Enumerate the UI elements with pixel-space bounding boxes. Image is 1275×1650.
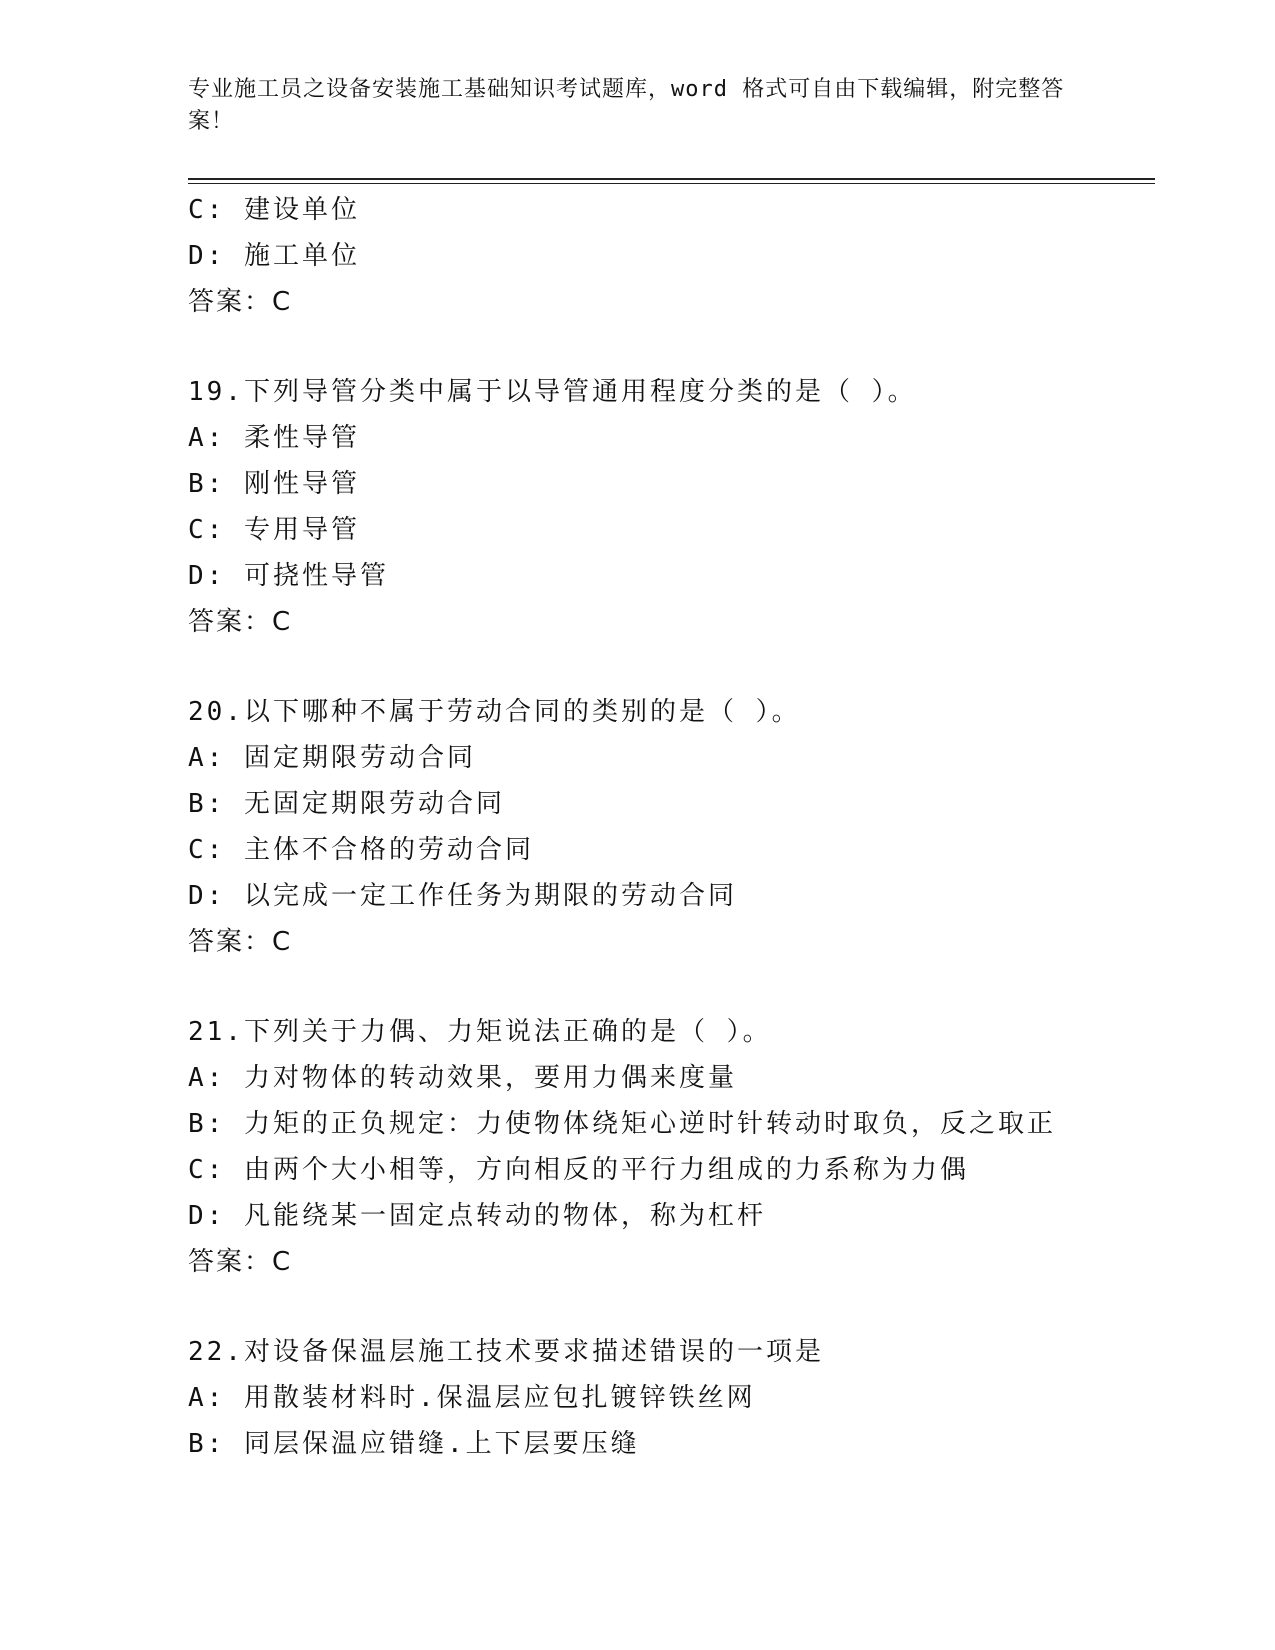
option-c: C: 专用导管 [188, 515, 360, 545]
option-d: D: 施工单位 [188, 241, 360, 271]
option-c: C: 主体不合格的劳动合同 [188, 835, 534, 865]
answer-line: 答案：C [188, 607, 293, 637]
option-a: A: 固定期限劳动合同 [188, 743, 476, 773]
answer-line: 答案：C [188, 1247, 293, 1277]
question-block-22 [188, 1329, 1148, 1467]
option-b: B: 刚性导管 [188, 469, 360, 499]
question-block-18-continued [188, 187, 1148, 325]
question-block-21 [188, 1009, 1148, 1285]
question-text: 22.对设备保温层施工技术要求描述错误的一项是 [188, 1337, 824, 1367]
question-text: 19.下列导管分类中属于以导管通用程度分类的是（ ）。 [188, 377, 917, 407]
option-c: C: 由两个大小相等，方向相反的平行力组成的力系称为力偶 [188, 1155, 969, 1185]
option-b: B: 无固定期限劳动合同 [188, 789, 505, 819]
option-a: A: 力对物体的转动效果，要用力偶来度量 [188, 1063, 737, 1093]
option-b: B: 力矩的正负规定：力使物体绕矩心逆时针转动时取负，反之取正 [188, 1109, 1056, 1139]
question-block-20 [188, 689, 1148, 965]
question-text: 20.以下哪种不属于劳动合同的类别的是（ ）。 [188, 697, 801, 727]
header-divider-thin [188, 183, 1155, 184]
option-d: D: 可挠性导管 [188, 561, 389, 591]
document-header: 专业施工员之设备安装施工基础知识考试题库，word 格式可自由下载编辑，附完整答案！ [188, 77, 1065, 134]
document-body [188, 187, 1148, 1467]
option-a: A: 柔性导管 [188, 423, 360, 453]
question-block-19 [188, 369, 1148, 645]
answer-line: 答案：C [188, 287, 293, 317]
answer-line: 答案：C [188, 927, 293, 957]
question-text: 21.下列关于力偶、力矩说法正确的是（ ）。 [188, 1017, 772, 1047]
option-d: D: 以完成一定工作任务为期限的劳动合同 [188, 881, 737, 911]
option-a: A: 用散装材料时.保温层应包扎镀锌铁丝网 [188, 1383, 756, 1413]
header-divider-thick [188, 178, 1155, 180]
option-c: C: 建设单位 [188, 195, 360, 225]
option-b: B: 同层保温应错缝.上下层要压缝 [188, 1429, 640, 1459]
option-d: D: 凡能绕某一固定点转动的物体，称为杠杆 [188, 1201, 766, 1231]
